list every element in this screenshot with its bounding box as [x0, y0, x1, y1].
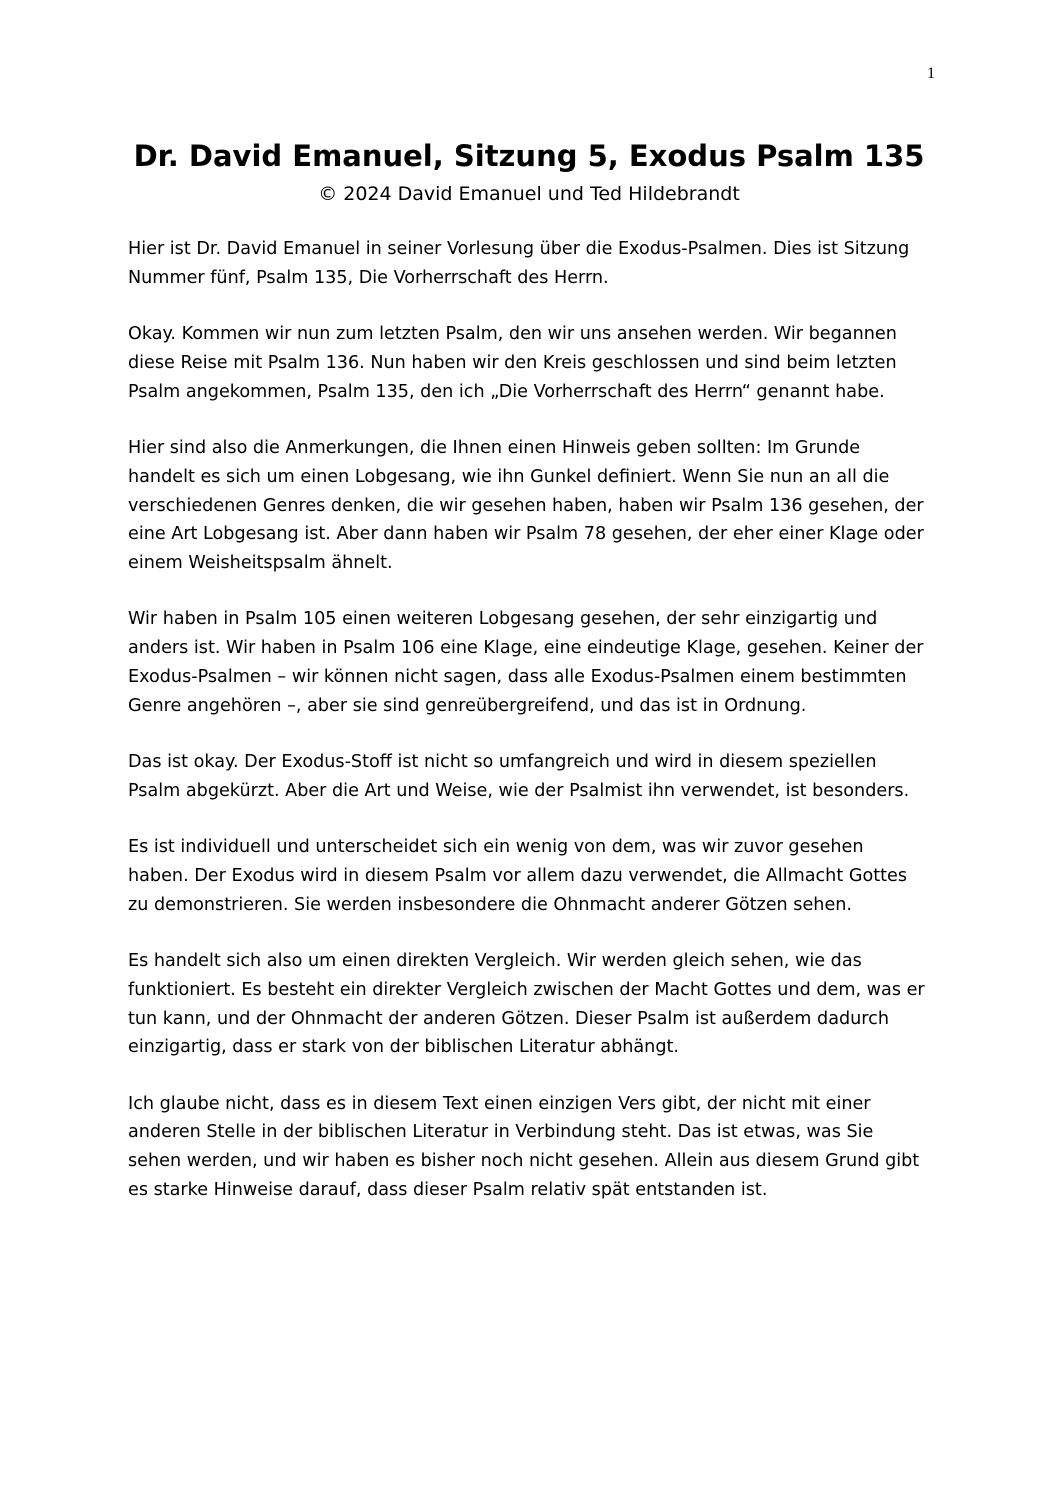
paragraph: Es ist individuell und unterscheidet sich ein wenig von dem, was wir zuvor gesehen haben. Der Exodus wird in diesem Psalm vor allem dazu verwendet, die Allmacht Gottes zu demonstrieren. Sie werden insbesondere die Ohnmacht anderer Götzen sehen.	[128, 837, 908, 915]
document-body	[128, 235, 928, 1232]
page-number: 1	[927, 65, 935, 82]
paragraph: Ich glaube nicht, dass es in diesem Text einen einzigen Vers gibt, der nicht mit einer anderen Stelle in der biblischen Literatur in Verbindung steht. Das ist etwas, was Sie sehen werden, und wir haben es bisher noch nicht gesehen. Allein aus diesem Grund gibt es starke Hinweise darauf, dass dieser Psalm relativ spät entstanden ist.	[128, 1093, 920, 1200]
paragraph: Das ist okay. Der Exodus-Stoff ist nicht so umfangreich und wird in diesem speziellen Psalm abgekürzt. Aber die Art und Weise, wie der Psalmist ihn verwendet, ist besonders.	[128, 752, 910, 801]
copyright-line: © 2024 David Emanuel und Ted Hildebrandt	[318, 183, 740, 205]
paragraph: Es handelt sich also um einen direkten Vergleich. Wir werden gleich sehen, wie das funktioniert. Es besteht ein direkter Vergleich zwischen der Macht Gottes und dem, was er tun kann, und der Ohnmacht der anderen Götzen. Dieser Psalm ist außerdem dadurch einzigartig, dass er stark von der biblischen Literatur abhängt.	[128, 951, 925, 1058]
paragraph: Hier ist Dr. David Emanuel in seiner Vorlesung über die Exodus-Psalmen. Dies ist Sitzung Nummer fünf, Psalm 135, Die Vorherrschaft des Herrn.	[128, 239, 910, 288]
paragraph: Hier sind also die Anmerkungen, die Ihnen einen Hinweis geben sollten: Im Grunde handelt es sich um einen Lobgesang, wie ihn Gunkel definiert. Wenn Sie nun an all die verschiedenen Genres denken, die wir gesehen haben, haben wir Psalm 136 gesehen, der eine Art Lobgesang ist. Aber dann haben wir Psalm 78 gesehen, der eher einer Klage oder einem Weisheitspsalm ähnelt.	[128, 438, 924, 573]
paragraph: Wir haben in Psalm 105 einen weiteren Lobgesang gesehen, der sehr einzigartig und anders ist. Wir haben in Psalm 106 eine Klage, eine eindeutige Klage, gesehen. Keiner der Exodus-Psalmen – wir können nicht sagen, dass alle Exodus-Psalmen einem bestimmten Genre angehören –, aber sie sind genreübergreifend, und das ist in Ordnung.	[128, 609, 924, 716]
paragraph: Okay. Kommen wir nun zum letzten Psalm, den wir uns ansehen werden. Wir begannen diese Reise mit Psalm 136. Nun haben wir den Kreis geschlossen und sind beim letzten Psalm angekommen, Psalm 135, den ich „Die Vorherrschaft des Herrn“ genannt habe.	[128, 324, 897, 402]
document-title: Dr. David Emanuel, Sitzung 5, Exodus Psalm 135	[133, 139, 925, 173]
